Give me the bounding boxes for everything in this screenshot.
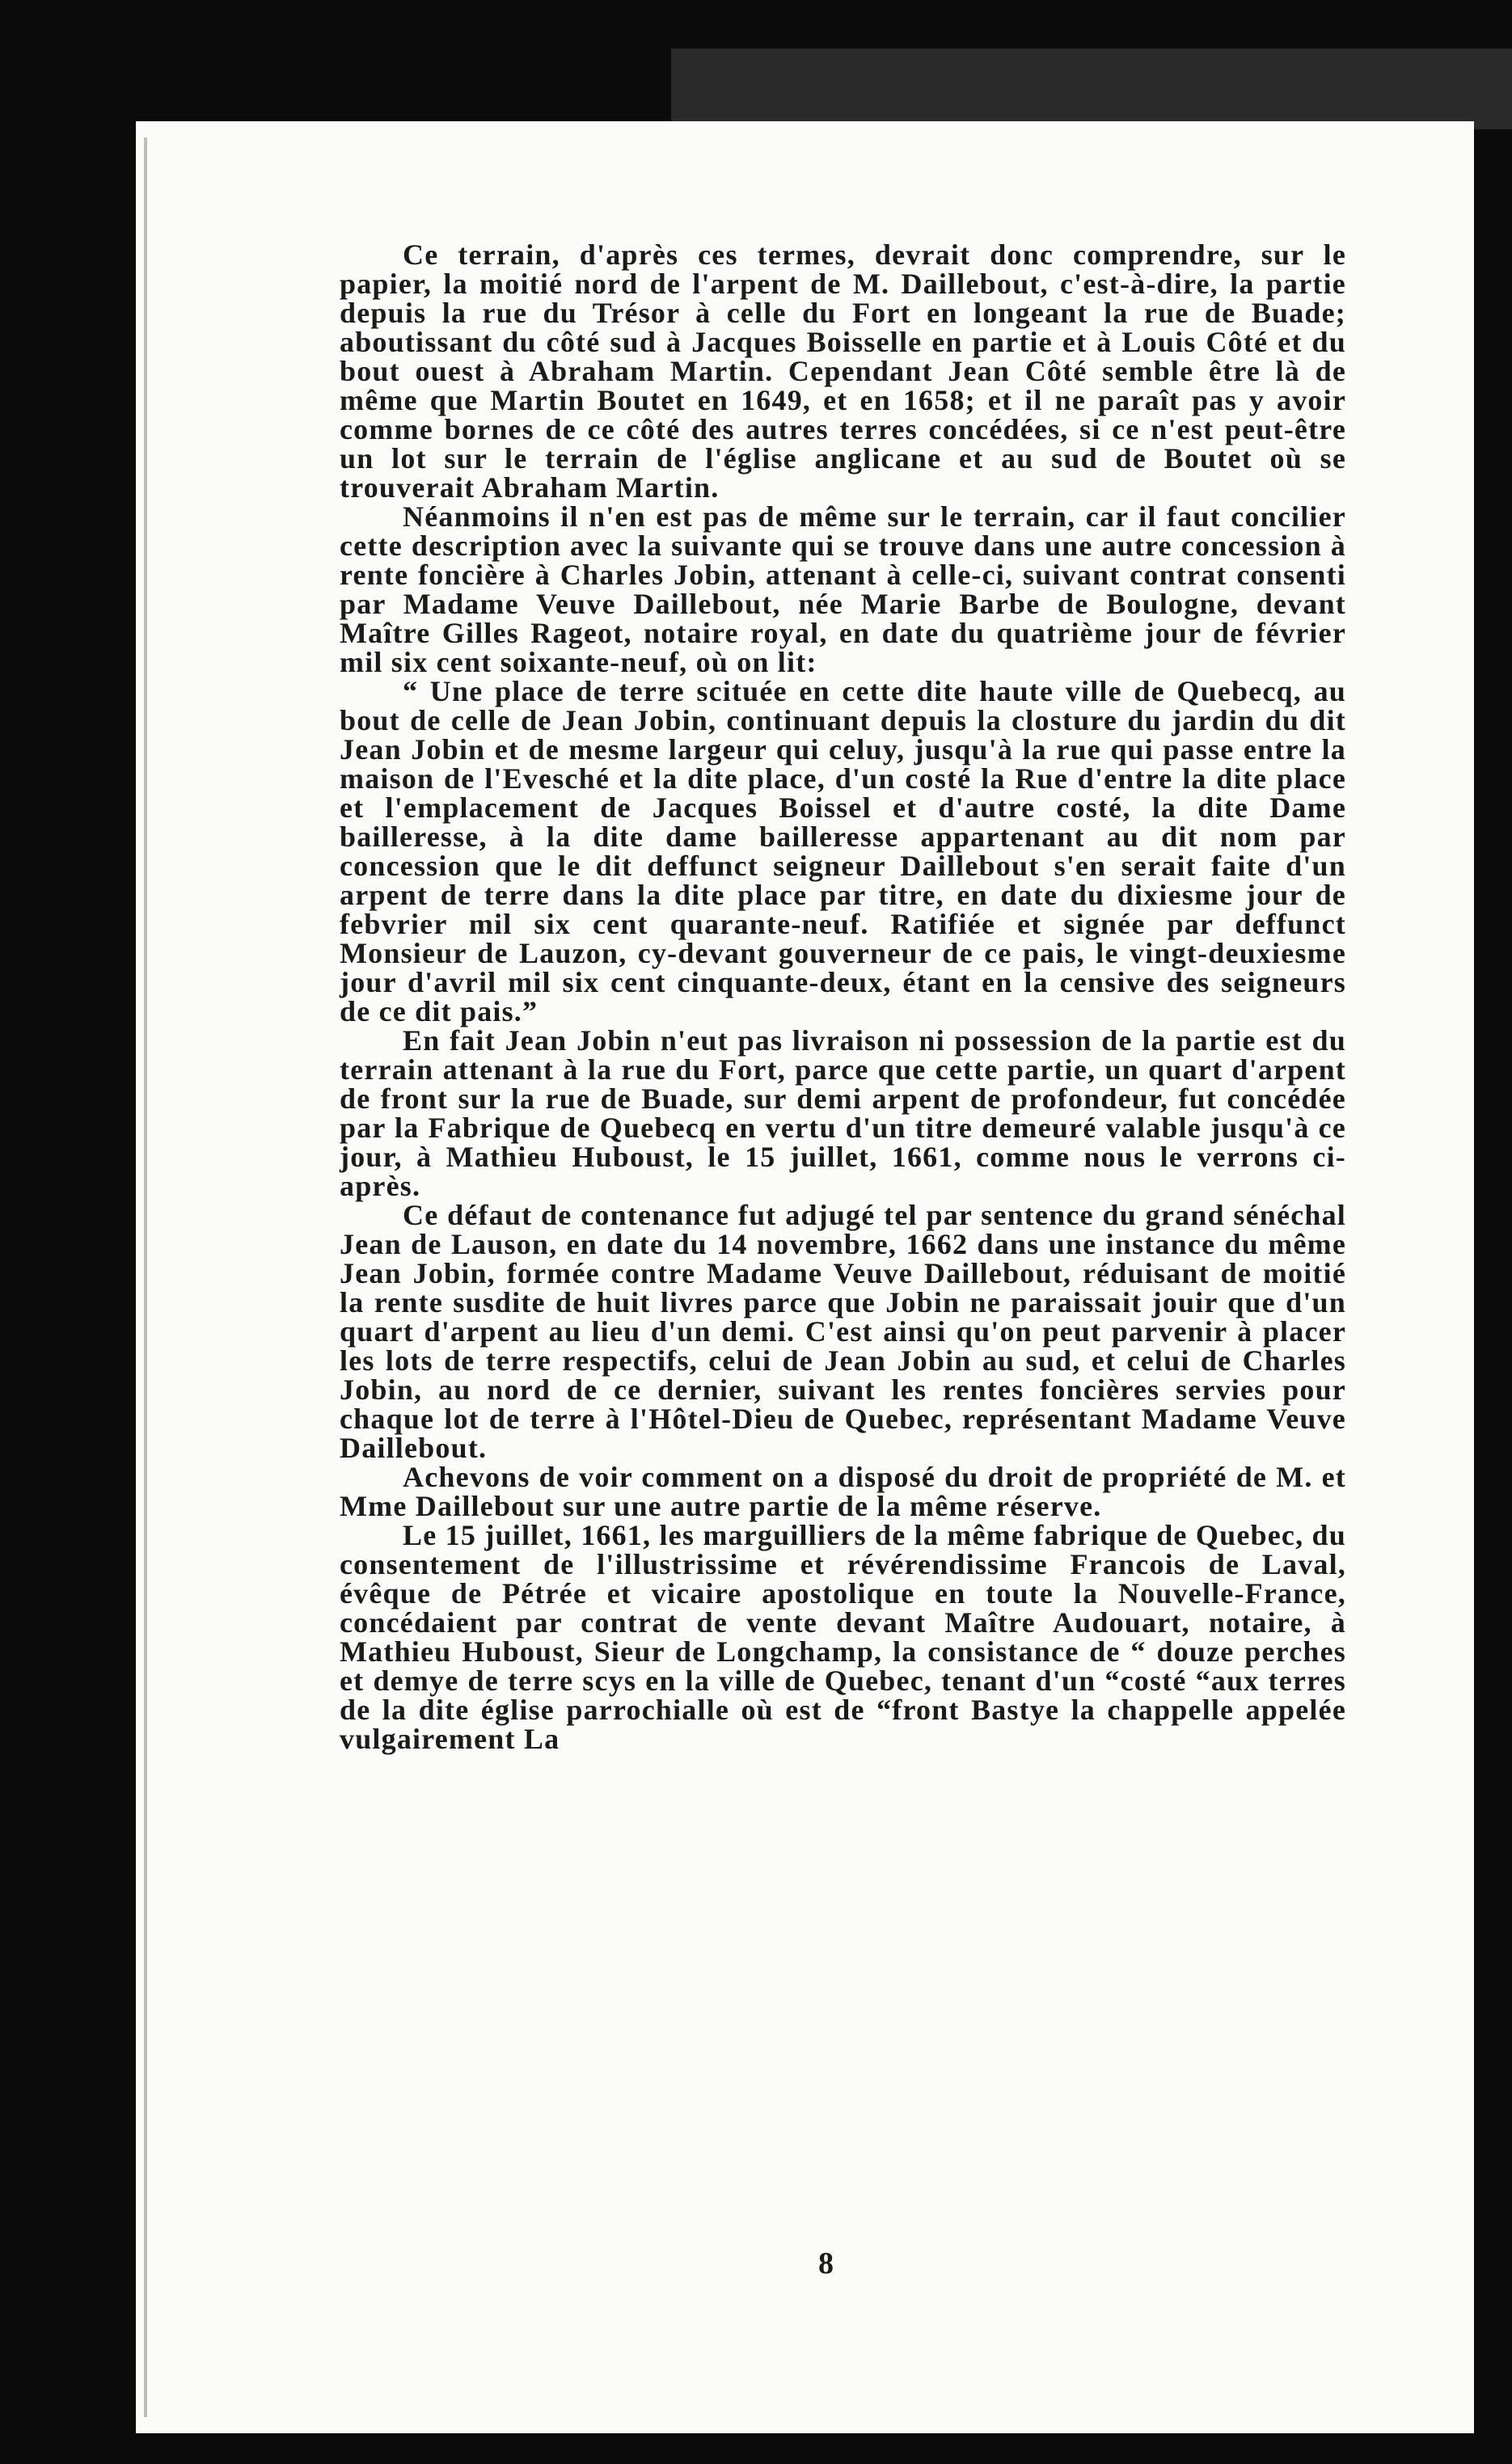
page-fold-shadow xyxy=(144,137,147,2417)
paragraph-2: Néanmoins il n'en est pas de même sur le terrain, car il faut concilier cette description avec la suivante qui se trouve dans une autre concession à rente foncière à Charles Jobin, attenant à celle-ci, suivant contrat consenti par Madame Veuve Daillebout, née Marie Barbe de Boulogne, devant Maître Gilles Rageot, notaire royal, en date du quatrième jour de février mil six cent soixante-neuf, où on lit: xyxy=(340,500,1346,678)
paragraph-5: Ce défaut de contenance fut adjugé tel par sentence du grand sénéchal Jean de Lauson, en date du 14 novembre, 1662 dans une instance du même Jean Jobin, formée contre Madame Veuve Daillebout, réduisant de moitié la rente susdite de huit livres parce que Jobin ne paraissait jouir que d'un quart d'arpent au lieu d'un demi. C'est ainsi qu'on peut parvenir à placer les lots de terre respectifs, celui de Jean Jobin au sud, et celui de Charles Jobin, au nord de ce dernier, suivant les rentes foncières servies pour chaque lot de terre à l'Hôtel-Dieu de Quebec, représentant Madame Veuve Daillebout. xyxy=(340,1199,1346,1464)
paragraph-7: Le 15 juillet, 1661, les marguilliers de la même fabrique de Quebec, du consentement de l'illustrissime et révérendissime Francois de Laval, évêque de Pétrée et vicaire apostolique en toute la Nouvelle-France, concédaient par contrat de vente devant Maître Audouart, notaire, à Mathieu Huboust, Sieur de Longchamp, la consistance de “ douze perches et demye de terre scys en la ville de Quebec, tenant d'un “costé “aux terres de la dite église parrochialle où est de “front Bastye la chappelle appelée vulgairement La xyxy=(340,1519,1346,1755)
scanner-strip xyxy=(671,49,1512,129)
body-text xyxy=(340,240,1346,1753)
paragraph-1: Ce terrain, d'après ces termes, devrait donc comprendre, sur le papier, la moitié nord de l'arpent de M. Daillebout, c'est-à-dire, la partie depuis la rue du Trésor à celle du Fort en longeant la rue de Buade; aboutissant du côté sud à Jacques Boisselle en partie et à Louis Côté et du bout ouest à Abraham Martin. Cependant Jean Côté semble être là de même que Martin Boutet en 1649, et en 1658; et il ne paraît pas y avoir comme bornes de ce côté des autres terres concédées, si ce n'est peut-être un lot sur le terrain de l'église anglicane et au sud de Boutet où se trouverait Abraham Martin. xyxy=(340,238,1346,504)
paragraph-3-quotation: “ Une place de terre scituée en cette dite haute ville de Quebecq, au bout de celle de Jean Jobin, continuant depuis la closture du jardin du dit Jean Jobin et de mesme largeur qui celuy, jusqu'à la rue qui passe entre la maison de l'Evesché et la dite place, d'un costé la Rue d'entre la dite place et l'emplacement de Jacques Boissel et d'autre costé, la dite Dame bailleresse, à la dite dame bailleresse appartenant au dit nom par concession que le dit deffunct seigneur Daillebout s'en serait faite d'un arpent de terre dans la dite place par titre, en date du dixiesme jour de febvrier mil six cent quarante-neuf. Ratifiée et signée par deffunct Monsieur de Lauzon, cy-devant gouverneur de ce pais, le vingt-deuxiesme jour d'avril mil six cent cinquante-deux, étant en la censive des seigneurs de ce dit pais.” xyxy=(340,675,1346,1027)
paragraph-6: Achevons de voir comment on a disposé du droit de propriété de M. et Mme Daillebout sur une autre partie de la même réserve. xyxy=(340,1461,1346,1522)
page-number: 8 xyxy=(818,2247,834,2280)
paragraph-4: En fait Jean Jobin n'eut pas livraison ni possession de la partie est du terrain attenant à la rue du Fort, parce que cette partie, un quart d'arpent de front sur la rue de Buade, sur demi arpent de profondeur, fut concédée par la Fabrique de Quebecq en vertu d'un titre demeuré valable jusqu'à ce jour, à Mathieu Huboust, le 15 juillet, 1661, comme nous le verrons ci-après. xyxy=(340,1024,1346,1202)
